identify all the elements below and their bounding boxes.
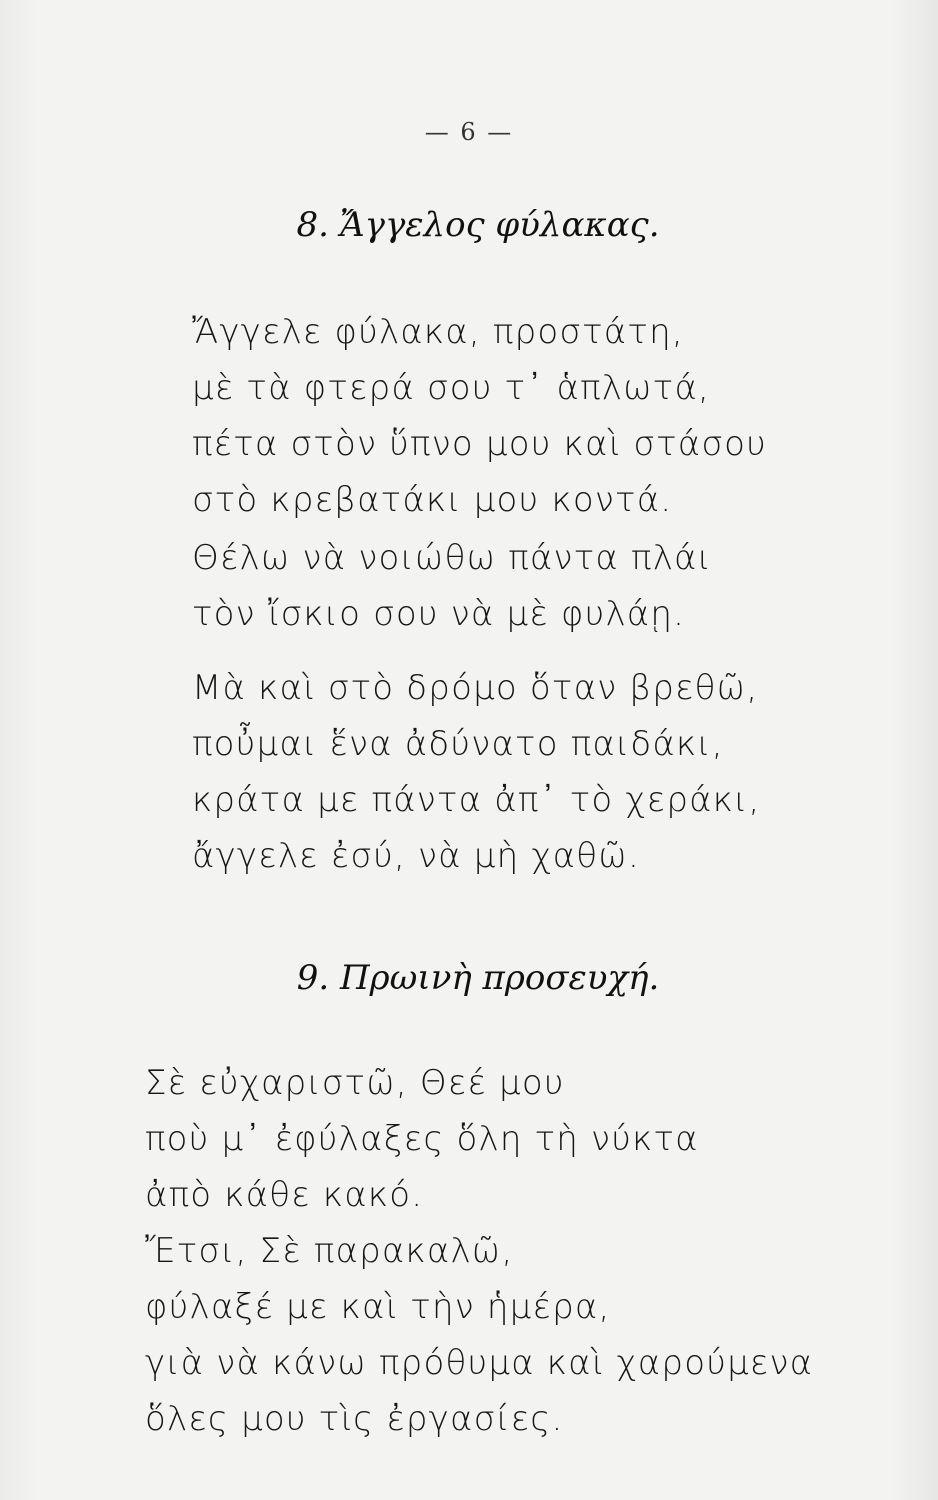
poem-line: ποὖμαι ἕνα ἀδύνατο παιδάκι, bbox=[192, 724, 724, 764]
poem-line: φύλαξέ με καὶ τὴν ἡμέρα, bbox=[145, 1287, 611, 1327]
poem-title-8: 8. Ἄγγελος φύλακας. bbox=[296, 205, 660, 245]
poem-line: ποὺ μ᾽ ἐφύλαξες ὅλη τὴ νύκτα bbox=[145, 1119, 699, 1159]
poem-line: ἄγγελε ἐσύ, νὰ μὴ χαθῶ. bbox=[192, 836, 640, 876]
page-number: — 6 — bbox=[424, 118, 514, 146]
poem-8-stanza-3 bbox=[192, 660, 760, 884]
poem-line: Θέλω νὰ νοιώθω πάντα πλάι bbox=[192, 538, 712, 578]
poem-line: Σὲ εὐχαριστῶ, Θεέ μου bbox=[145, 1063, 565, 1103]
poem-line: τὸν ἴσκιο σου νὰ μὲ φυλάῃ. bbox=[192, 594, 686, 634]
poem-8-stanza-2 bbox=[192, 530, 712, 642]
poem-line: Ἔτσι, Σὲ παρακαλῶ, bbox=[145, 1231, 514, 1271]
poem-title-9: 9. Πρωινὴ προσευχή. bbox=[296, 958, 660, 998]
poem-line: Ἄγγελε φύλακα, προστάτη, bbox=[192, 312, 684, 352]
poem-line: στὸ κρεβατάκι μου κοντά. bbox=[192, 480, 673, 520]
poem-line: κράτα με πάντα ἀπ᾽ τὸ χεράκι, bbox=[192, 780, 761, 820]
poem-line: γιὰ νὰ κάνω πρόθυμα καὶ χαρούμενα bbox=[145, 1343, 814, 1383]
poem-line: ἀπὸ κάθε κακό. bbox=[145, 1175, 424, 1215]
poem-line: Μὰ καὶ στὸ δρόμο ὅταν βρεθῶ, bbox=[192, 668, 759, 708]
poem-9-body bbox=[145, 1055, 813, 1447]
poem-8-stanza-1 bbox=[192, 304, 767, 528]
poem-line: ὅλες μου τὶς ἐργασίες. bbox=[145, 1399, 564, 1439]
poem-line: πέτα στὸν ὕπνο μου καὶ στάσου bbox=[192, 424, 767, 464]
poem-line: μὲ τὰ φτερά σου τ᾽ ἁπλωτά, bbox=[192, 368, 711, 408]
